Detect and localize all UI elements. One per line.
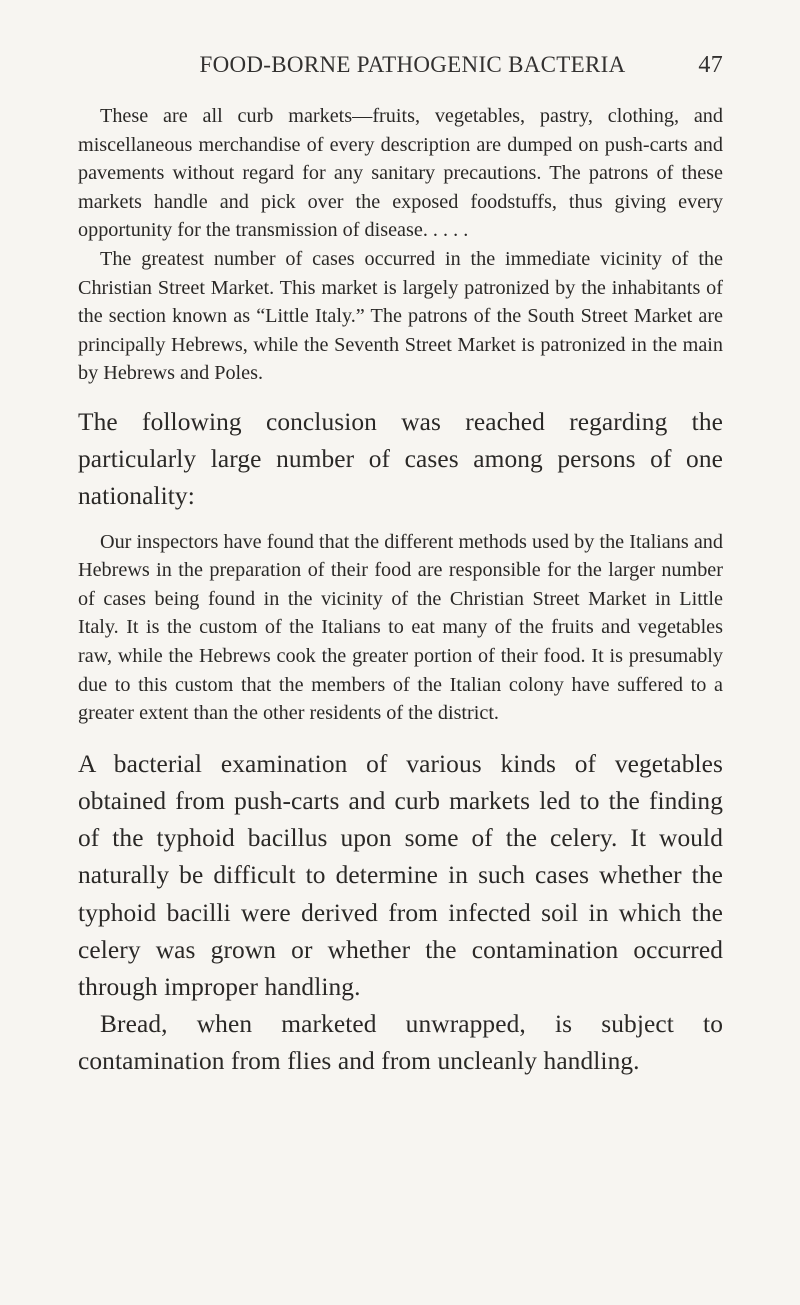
- page-number: 47: [698, 52, 723, 78]
- quoted-paragraph-inspectors: Our inspectors have found that the different methods used by the Italians and Hebrews in the preparation of their food are responsible for the larger number of cases being found in the vicinity of the Christian Street Market in Little Italy. It is the custom of the Italians to eat many of the fruits and vegetables raw, while the Hebrews cook the greater portion of their food. It is presumably due to this custom that the members of the Italian colony have suffered to a greater extent than the other residents of the district.: [78, 530, 723, 725]
- paragraph-bread: Bread, when marketed unwrapped, is subject to contamination from flies and from uncleanly handling.: [78, 1010, 723, 1076]
- quoted-paragraph-cases: The greatest number of cases occurred in the immediate vicinity of the Christian Street Market. This market is largely patronized by the inhabitants of the section known as “Little Italy.” The patrons of the South Street Market are principally Hebrews, while the Seventh Street Market is patronized in the main by Hebrews and Poles.: [78, 247, 723, 385]
- running-title: FOOD-BORNE PATHOGENIC BACTERIA: [199, 52, 626, 77]
- paragraph-bacterial-examination: A bacterial examination of various kinds of vegetables obtained from push-carts and curb markets led to the finding of the typhoid bacillus upon some of the celery. It would naturally be difficult to determine in such cases whether the typhoid bacilli were derived from infected soil in which the celery was grown or whether the contamination occurred through improper handling.: [78, 749, 723, 1001]
- book-page: [78, 52, 723, 1081]
- running-head: [78, 52, 723, 92]
- paragraph-conclusion-intro: The following conclusion was reached regarding the particularly large number of cases among persons of one nationality:: [78, 407, 723, 511]
- quoted-paragraph-markets: These are all curb markets—fruits, vegetables, pastry, clothing, and miscellaneous merchandise of every description are dumped on push-carts and pavements without regard for any sanitary precautions. The patrons of these markets handle and pick over the exposed foodstuffs, thus giving every opportunity for the transmission of disease. . . . .: [78, 105, 723, 242]
